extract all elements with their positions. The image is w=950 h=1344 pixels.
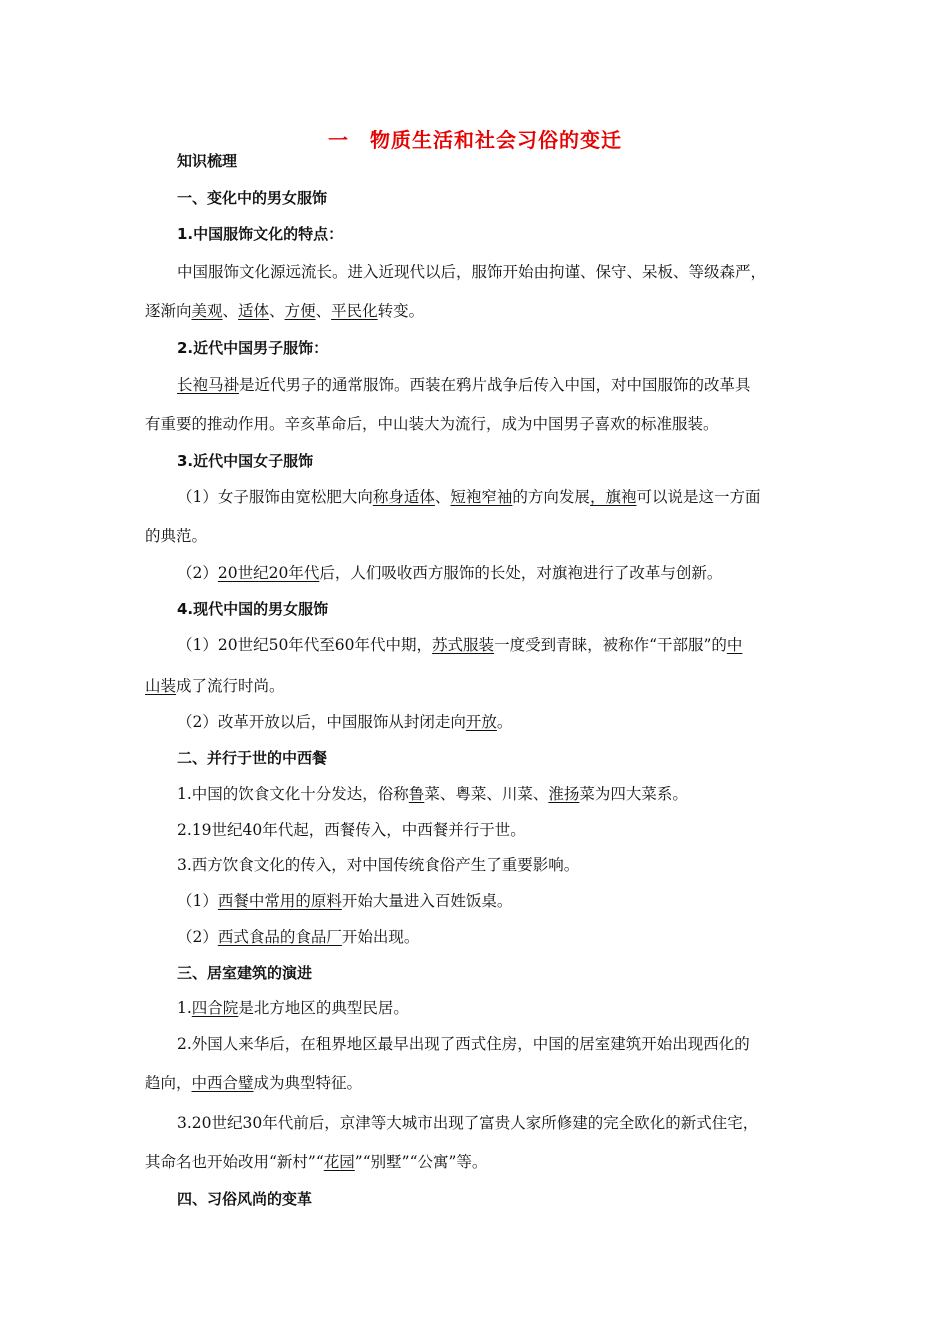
text: ”“别墅”“公寓”等。 — [354, 1153, 488, 1171]
text: 逐渐向 — [145, 302, 192, 320]
paragraph-line — [145, 1073, 362, 1093]
key-term: 称身适体 — [372, 488, 435, 506]
paragraph-line: 3.西方饮食文化的传入，对中国传统食俗产生了重要影响。 — [177, 856, 580, 874]
subheading: 1.中国服饰文化的特点： — [177, 225, 344, 243]
key-term: 苏式服装 — [432, 636, 495, 654]
paragraph-line: 有重要的推动作用。辛亥革命后，中山装大为流行，成为中国男子喜欢的标准服装。 — [145, 415, 719, 433]
subheading: 2.近代中国男子服饰： — [177, 339, 329, 357]
text: （2） — [177, 928, 218, 946]
key-term: 四合院 — [191, 999, 239, 1017]
text: （1）20世纪50年代至60年代中期， — [177, 636, 433, 654]
key-term: 长袍马褂 — [177, 376, 240, 394]
paragraph-line — [177, 927, 419, 947]
text: 、 — [315, 302, 332, 320]
key-term: 适体 — [238, 302, 270, 320]
section-heading: 二、并行于世的中西餐 — [177, 749, 328, 767]
page-title: 一 物质生活和社会习俗的变迁 — [328, 128, 622, 152]
text: （1）女子服饰由宽松肥大向 — [177, 488, 373, 506]
paragraph-line — [145, 676, 285, 696]
paragraph-line: 2.19世纪40年代起，西餐传入，中西餐并行于世。 — [177, 821, 526, 839]
text: 成为典型特征。 — [253, 1074, 363, 1092]
section-heading: 四、习俗风尚的变革 — [177, 1190, 313, 1208]
section-heading: 一、变化中的男女服饰 — [177, 189, 328, 207]
key-term: 方便 — [284, 302, 316, 320]
text: （2） — [177, 564, 218, 582]
key-term: 西式食品的食品厂 — [217, 928, 342, 946]
text: 是近代男子的通常服饰。西装在鸦片战争后传入中国，对中国服饰的改革具 — [239, 376, 751, 394]
text: 成了流行时尚。 — [176, 677, 285, 695]
text: 其命名也开始改用“新村”“ — [145, 1153, 324, 1171]
text: （2）改革开放以后，中国服饰从封闭走向 — [177, 713, 466, 731]
key-term: 鲁 — [408, 785, 425, 803]
key-term: 淮扬 — [548, 785, 580, 803]
text: 、 — [269, 302, 285, 320]
text: 菜为四大菜系。 — [579, 785, 688, 803]
key-term: 短袍窄袖 — [450, 488, 513, 506]
section-label: 知识梳理 — [177, 152, 238, 170]
text: 趋向， — [145, 1074, 192, 1092]
paragraph-line — [177, 784, 688, 804]
paragraph-line: 中国服饰文化源远流长。进入近现代以后，服饰开始由拘谨、保守、呆板、等级森严， — [177, 263, 767, 281]
key-term: 花园 — [323, 1153, 355, 1171]
text: 开始大量进入百姓饭桌。 — [341, 892, 513, 910]
paragraph-line — [177, 635, 742, 655]
key-term: 山装 — [145, 677, 177, 695]
text: 的方向发展 — [512, 488, 590, 506]
section-heading: 三、居室建筑的演进 — [177, 964, 313, 982]
paragraph-line — [177, 891, 512, 911]
paragraph-line: 的典范。 — [145, 527, 208, 545]
paragraph-line — [177, 375, 751, 395]
key-term: ，旗袍 — [589, 488, 637, 506]
key-term: 开放 — [465, 713, 497, 731]
text: 是北方地区的典型民居。 — [238, 999, 409, 1017]
text: 、 — [434, 488, 451, 506]
key-term: 西餐中常用的原料 — [217, 892, 342, 910]
text: 。 — [496, 713, 513, 731]
key-term: 美观 — [191, 302, 223, 320]
text: 1. — [177, 999, 192, 1017]
key-term: 中西合璧 — [191, 1074, 254, 1092]
subheading: 4.现代中国的男女服饰 — [177, 600, 329, 618]
text: 后，人们吸收西方服饰的长处，对旗袍进行了改革与创新。 — [319, 564, 723, 582]
paragraph-line — [177, 487, 760, 507]
key-term: 中 — [726, 636, 743, 654]
subheading: 3.近代中国女子服饰 — [177, 452, 314, 470]
paragraph-line — [145, 1152, 487, 1172]
text: 转变。 — [377, 302, 425, 320]
text: 菜、粤菜、川菜、 — [424, 785, 549, 803]
text: 可以说是这一方面 — [636, 488, 761, 506]
paragraph-line: 2.外国人来华后，在租界地区最早出现了西式住房，中国的居室建筑开始出现西化的 — [177, 1035, 750, 1053]
text: 开始出现。 — [341, 928, 420, 946]
paragraph-line — [145, 301, 424, 321]
paragraph-line — [177, 712, 512, 732]
key-term: 平民化 — [331, 302, 378, 320]
text: 、 — [222, 302, 239, 320]
paragraph-line: 3.20世纪30年代前后，京津等大城市出现了富贵人家所修建的完全欧化的新式住宅， — [177, 1114, 759, 1132]
text: （1） — [177, 892, 218, 910]
key-term: 20世纪20年代 — [217, 564, 320, 582]
paragraph-line — [177, 563, 722, 583]
paragraph-line — [177, 998, 409, 1018]
text: 一度受到青睐，被称作“干部服”的 — [494, 636, 727, 654]
text: 1.中国的饮食文化十分发达，俗称 — [177, 785, 409, 803]
